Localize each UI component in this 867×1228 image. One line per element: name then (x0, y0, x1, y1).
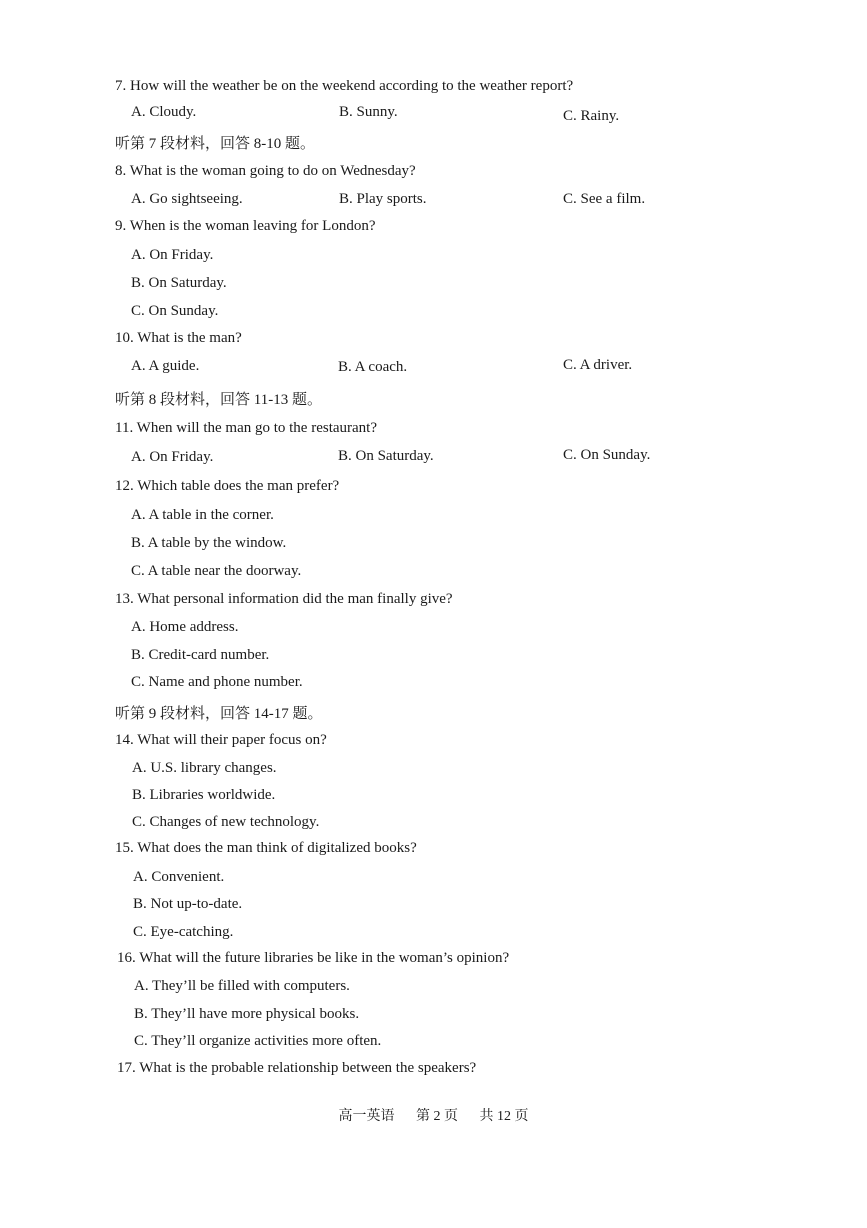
question-11-option-c: C. On Sunday. (563, 447, 651, 463)
question-14-option-a: A. U.S. library changes. (132, 760, 277, 776)
question-8-option-c: C. See a film. (563, 191, 646, 207)
question-13-option-c: C. Name and phone number. (131, 674, 303, 690)
footer-total-pages: 共 12 页 (479, 1109, 529, 1124)
question-14-option-b: B. Libraries worldwide. (132, 787, 276, 803)
question-15-option-b: B. Not up-to-date. (133, 896, 243, 912)
question-10-option-b: B. A coach. (338, 359, 408, 375)
question-8-option-b: B. Play sports. (339, 191, 427, 207)
question-13-option-a: A. Home address. (131, 619, 239, 635)
question-8-option-a: A. Go sightseeing. (131, 191, 243, 207)
question-14-stem: 14. What will their paper focus on? (115, 732, 327, 748)
question-16-option-c: C. They’ll organize activities more often. (134, 1033, 382, 1049)
question-14-option-c: C. Changes of new technology. (132, 814, 320, 830)
question-16-stem: 16. What will the future libraries be like in the woman’s opinion? (117, 950, 510, 966)
question-9-stem: 9. When is the woman leaving for London? (115, 218, 376, 234)
question-12-option-b: B. A table by the window. (131, 535, 287, 551)
section-9-instruction: 听第 9 段材料，回答 14-17 题。 (115, 706, 323, 722)
question-9-option-b: B. On Saturday. (131, 275, 227, 291)
question-12-stem: 12. Which table does the man prefer? (115, 478, 340, 494)
question-15-stem: 15. What does the man think of digitalized books? (115, 840, 417, 856)
question-12-option-a: A. A table in the corner. (131, 507, 274, 523)
section-7-instruction: 听第 7 段材料，回答 8-10 题。 (115, 136, 315, 152)
question-7-option-c: C. Rainy. (563, 108, 620, 124)
question-10-option-c: C. A driver. (563, 357, 633, 373)
footer-subject: 高一英语 (338, 1109, 395, 1124)
question-8-stem: 8. What is the woman going to do on Wednesday? (115, 163, 416, 179)
question-11-stem: 11. When will the man go to the restaurant? (115, 420, 378, 436)
question-9-option-c: C. On Sunday. (131, 303, 219, 319)
question-16-option-b: B. They’ll have more physical books. (134, 1006, 360, 1022)
question-7-stem: 7. How will the weather be on the weekend according to the weather report? (115, 78, 574, 94)
question-15-option-a: A. Convenient. (133, 869, 225, 885)
question-13-option-b: B. Credit-card number. (131, 647, 270, 663)
question-7-option-a: A. Cloudy. (131, 104, 197, 120)
footer-page-number: 第 2 页 (416, 1109, 458, 1124)
section-8-instruction: 听第 8 段材料，回答 11-13 题。 (115, 392, 322, 408)
question-17-stem: 17. What is the probable relationship between the speakers? (117, 1060, 477, 1076)
question-11-option-b: B. On Saturday. (338, 448, 434, 464)
question-11-option-a: A. On Friday. (131, 449, 214, 465)
page-footer (0, 1105, 867, 1125)
question-9-option-a: A. On Friday. (131, 247, 214, 263)
question-16-option-a: A. They’ll be filled with computers. (134, 978, 350, 994)
question-13-stem: 13. What personal information did the man finally give? (115, 591, 453, 607)
question-10-stem: 10. What is the man? (115, 330, 242, 346)
question-10-option-a: A. A guide. (131, 358, 200, 374)
question-7-option-b: B. Sunny. (339, 104, 398, 120)
question-12-option-c: C. A table near the doorway. (131, 563, 302, 579)
question-15-option-c: C. Eye-catching. (133, 924, 234, 940)
